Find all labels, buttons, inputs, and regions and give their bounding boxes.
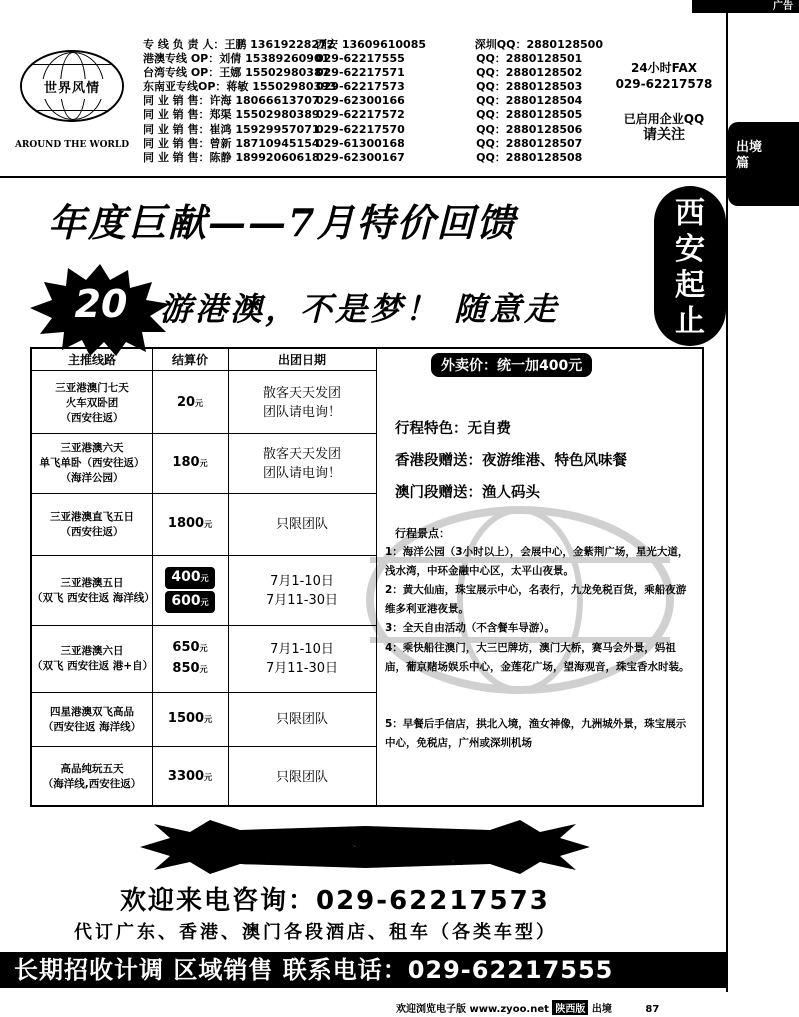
col-header-route: 主推线路 xyxy=(32,349,152,371)
price-value: 180 xyxy=(172,455,200,470)
price-unit: 元 xyxy=(200,573,209,583)
route-cell xyxy=(32,747,152,807)
header-divider xyxy=(0,176,728,178)
contact-qq: QQ：2880128501 xyxy=(476,52,583,66)
table-row xyxy=(32,434,376,494)
route-line: （双飞 西安往返 海洋线） xyxy=(32,591,155,604)
contact-row xyxy=(143,108,603,122)
contact-role: 同 业 销 售：陈静 18992060618 xyxy=(143,150,320,164)
route-line: （西安往返） xyxy=(60,411,124,424)
route-line: 三亚港澳六日 xyxy=(60,645,124,657)
spot-item: 1：海洋公园（3小时以上），会展中心，金紫荆广场，星光大道，浅水湾，中环金融中心区，太平山夜景。 xyxy=(385,546,689,577)
col-header-date: 出团日期 xyxy=(228,349,376,371)
route-line: （西安往返 海洋线） xyxy=(42,720,142,733)
date-line: 7月11-30日 xyxy=(265,592,339,608)
contact-row xyxy=(143,66,603,80)
fax-number: 029-62217578 xyxy=(615,77,713,91)
price-value: 1500 xyxy=(167,711,205,726)
contact-qq: QQ：2880128507 xyxy=(476,136,583,150)
departure-badge xyxy=(654,186,726,346)
price-cell xyxy=(152,494,228,555)
contact-phone: 029-62217570 xyxy=(316,122,405,136)
contact-phone: 029-61300168 xyxy=(316,136,405,150)
price-cell xyxy=(152,373,228,433)
route-line: （双飞 西安往返 港+自） xyxy=(32,660,154,672)
date-line: 散客天天发团 xyxy=(262,386,341,401)
route-line: 高品纯玩五天 xyxy=(60,763,124,775)
date-line: 7月1-10日 xyxy=(270,573,334,589)
section-tab-label: 出境篇 xyxy=(736,140,763,171)
price-cell xyxy=(152,556,228,625)
consult-hotline: 欢迎来电咨询：029-62217573 xyxy=(120,886,550,916)
contact-phone: 029-62217573 xyxy=(316,80,405,94)
price-unit: 元 xyxy=(199,459,208,468)
logo-subtitle: AROUND THE WORLD xyxy=(14,140,130,150)
date-line: 团队请电询！ xyxy=(262,465,341,481)
contact-phone: 029-62300166 xyxy=(316,94,405,108)
subheadline: 游港澳，不是梦！ 随意走 xyxy=(160,290,560,328)
booking-services: 代订广东、香港、澳门各段酒店、租车（各类车型） xyxy=(74,922,557,943)
contact-row xyxy=(143,123,603,137)
qq-note-line1: 已启用企业QQ xyxy=(623,112,705,126)
spot-item: 2：黄大仙庙，珠宝展示中心，名表行，九龙免税百货，乘船夜游维多利亚港夜景。 xyxy=(385,584,687,615)
spot-item: 5：早餐后手信店，拱北入境，渔女神像，九洲城外景，珠宝展示中心，免税店，广州或深圳机场 xyxy=(385,718,687,749)
price-cell xyxy=(152,747,228,807)
route-line: （海洋公园） xyxy=(60,472,124,484)
contact-row xyxy=(143,94,603,108)
contact-phone: 029-62217555 xyxy=(316,52,405,66)
price-unit: 元 xyxy=(204,520,213,529)
route-line: 四星港澳双飞高品 xyxy=(50,705,134,718)
departure-badge-text: 西安起止 xyxy=(675,196,705,339)
contact-role: 同 业 销 售：崔鸿 15929957071 xyxy=(143,122,320,136)
price-unit: 元 xyxy=(204,715,213,724)
table-row xyxy=(32,494,376,556)
spots-title: 行程景点： xyxy=(395,527,450,540)
contact-role: 同 业 销 售：郑渠 15502980389 xyxy=(143,108,320,122)
contact-phone: 029-62217572 xyxy=(316,108,405,122)
feature-line: 澳门段赠送：渔人码头 xyxy=(395,485,540,501)
price-value: 650 xyxy=(172,640,200,655)
contact-row xyxy=(143,38,603,52)
contact-row xyxy=(143,52,603,66)
contact-role: 同 业 销 售：许海 18066613707 xyxy=(143,94,320,108)
spot-item: 3：全天自由活动（不含餐车导游）。 xyxy=(385,622,556,634)
footer-site: 欢迎浏览电子版 www.zyoo.net xyxy=(396,1004,549,1015)
recruit-bar: 长期招收计调 区域销售 联系电话：029-62217555 xyxy=(0,952,726,988)
contact-row xyxy=(143,137,603,151)
date-line: 7月1-10日 xyxy=(270,642,334,657)
section-tab xyxy=(728,122,799,206)
headline: 年度巨献——7月特价回馈 xyxy=(48,200,517,245)
price-unit: 元 xyxy=(199,665,208,674)
itinerary-panel xyxy=(345,349,702,805)
price-unit: 元 xyxy=(199,644,208,653)
price-unit: 元 xyxy=(195,398,204,408)
sell-price-badge: 外卖价：统一加400元 xyxy=(431,353,592,377)
contact-qq: 深圳QQ：2880128500 xyxy=(474,38,603,51)
route-cell xyxy=(32,373,152,433)
route-cell xyxy=(32,693,152,746)
route-line: 火车双卧团 xyxy=(65,396,119,409)
table-row xyxy=(32,747,376,807)
contact-qq: QQ：2880128506 xyxy=(476,122,583,136)
route-line: 三亚港澳门七天 xyxy=(55,381,129,394)
route-cell xyxy=(32,556,155,625)
route-line: 三亚港澳五日 xyxy=(60,576,124,589)
feature-line: 香港段赠送：夜游维港、特色风味餐 xyxy=(395,453,627,469)
route-cell xyxy=(32,626,152,692)
price-value: 20 xyxy=(176,394,196,410)
date-line: 只限团队 xyxy=(275,769,328,785)
price-unit: 元 xyxy=(200,597,209,607)
contact-qq: QQ：2880128505 xyxy=(476,108,583,122)
price-cell xyxy=(152,626,228,692)
date-line: 7月11-30日 xyxy=(265,661,339,676)
contact-phone: 西安 13609610085 xyxy=(316,38,427,51)
contact-role: 港澳专线 OP：刘倩 15389260901 xyxy=(143,52,330,66)
contact-row xyxy=(143,151,603,165)
route-line: （西安往返） xyxy=(60,525,124,538)
ad-tag: 广告 xyxy=(692,0,799,13)
route-cell xyxy=(32,434,152,493)
qq-note xyxy=(608,111,720,143)
route-cell xyxy=(32,494,152,555)
feature-line: 行程特色：无自费 xyxy=(395,421,511,437)
contact-phone: 029-62217571 xyxy=(316,66,405,80)
date-line: 团队请电询！ xyxy=(262,405,341,420)
contact-qq: QQ：2880128504 xyxy=(476,94,583,108)
contact-qq: QQ：2880128502 xyxy=(476,66,583,80)
date-line: 散客天天发团 xyxy=(262,446,341,462)
contact-row xyxy=(143,80,603,94)
globe-icon xyxy=(20,50,124,122)
table-row xyxy=(32,556,376,626)
contact-role: 同 业 销 售：曾新 18710945154 xyxy=(143,136,320,150)
vertical-rule xyxy=(726,12,728,992)
date-line: 只限团队 xyxy=(275,517,328,532)
qq-note-line2: 请关注 xyxy=(643,127,685,143)
price-cell xyxy=(152,693,228,746)
price-value: 850 xyxy=(172,661,200,676)
price-value: 3300 xyxy=(167,768,205,784)
date-line: 只限团队 xyxy=(275,712,328,727)
footer-region: 陕西版 xyxy=(552,1000,588,1015)
table-row xyxy=(32,693,376,747)
logo-text: 世界风情 xyxy=(22,79,122,99)
table-row xyxy=(32,626,376,693)
page-number: 87 xyxy=(645,1004,660,1015)
contact-qq: QQ：2880128508 xyxy=(476,150,583,164)
contact-qq: QQ：2880128503 xyxy=(476,80,583,94)
route-line: 三亚港澳六天 xyxy=(60,442,124,454)
route-line: 三亚港澳直飞五日 xyxy=(50,510,134,523)
route-line: 单飞单卧（西安往返） xyxy=(39,457,145,469)
spot-item: 4：乘快船往澳门，大三巴牌坊，澳门大桥，赛马会外景，妈祖庙，葡京赌场娱乐中心，金莲花广场，望海观音，珠宝香水时装。 xyxy=(385,642,690,673)
burst-number: 20 xyxy=(74,282,128,326)
table-row xyxy=(32,373,376,434)
price-value: 400 xyxy=(171,568,201,585)
company-logo xyxy=(12,36,132,156)
footer-section: 出境 xyxy=(591,1004,612,1015)
route-line: （海洋线,西安往返） xyxy=(42,778,142,790)
contact-list xyxy=(143,38,603,165)
page-footer xyxy=(396,1000,796,1015)
price-value: 600 xyxy=(171,592,201,609)
fax-label: 24小时FAX xyxy=(630,61,698,75)
price-value: 1800 xyxy=(167,516,205,531)
contact-role: 东南亚专线OP：蒋敏 15502980393 xyxy=(143,80,337,94)
col-header-price: 结算价 xyxy=(152,349,228,371)
contact-role: 专 线 负 责 人：王鹏 13619228272 xyxy=(143,38,335,51)
price-cell xyxy=(152,434,228,493)
fax-info xyxy=(608,60,720,92)
contact-role: 台湾专线 OP：王娜 15502980387 xyxy=(143,66,330,80)
price-unit: 元 xyxy=(204,772,213,782)
promo-banner: 港澳夏令营盛大起航 xyxy=(229,834,527,869)
contact-phone: 029-62300167 xyxy=(316,150,405,164)
